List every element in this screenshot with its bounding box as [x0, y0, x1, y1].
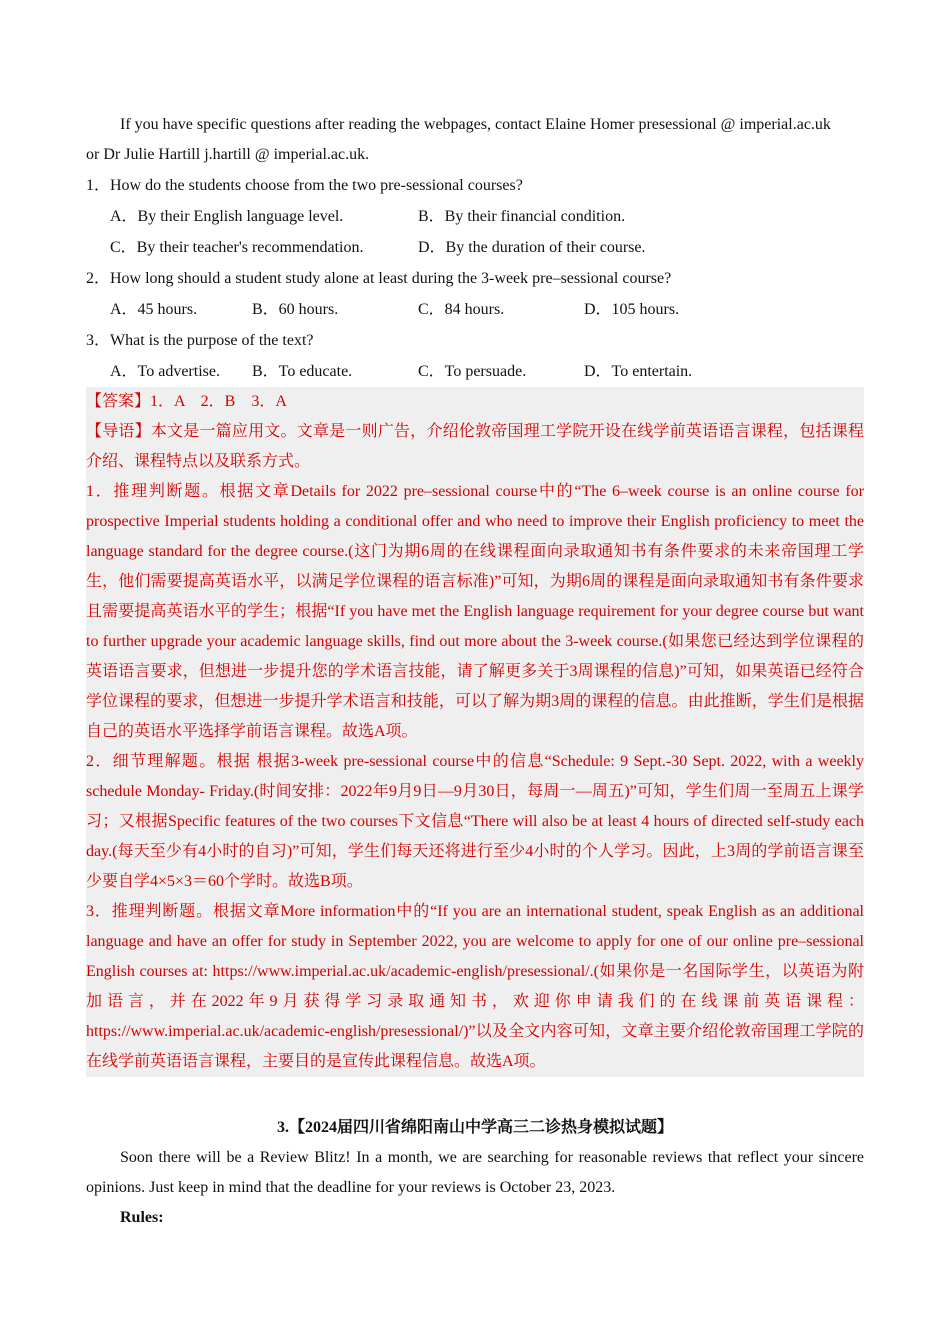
question-1-option-a: A．By their English language level. [110, 208, 344, 225]
question-2-option-c: C．84 hours. [418, 301, 505, 318]
question-2-option-b: B．60 hours. [252, 301, 339, 318]
question-2-option-a: A．45 hours. [110, 301, 198, 318]
answer-guide: 【导语】本文是一篇应用文。文章是一则广告，介绍伦敦帝国理工学院开设在线学前英语语言课程，包括课程介绍、课程特点以及联系方式。 [86, 423, 864, 470]
explanation-3: 3．推理判断题。根据文章More information中的“If you are an international student, speak English as an additional language and have an offer for study in September 2022, you are welcome to apply for one of our online pre–sessional English courses at: https://www.imperial.ac.uk/academic-english/presessional/.(如果你是一名国际学生，以英语为附加语言，并在2022年9月获得学习录取通知书，欢迎你申请我们的在线课前英语课程：https://www.imperial.ac.uk/academic-english/presessional/)”以及全文内容可知，文章主要介绍伦敦帝国理工学院的在线学前英语语言课程，主要目的是宣传此课程信息。故选A项。 [86, 903, 864, 1070]
question-3-options [86, 356, 864, 387]
question-1-options-row-2 [86, 232, 864, 263]
question-1-option-b: B．By their financial condition. [418, 208, 626, 225]
section-3-title: 3.【2024届四川省绵阳南山中学高三二诊热身模拟试题】 [276, 1119, 673, 1136]
question-3-option-b: B．To educate. [252, 363, 353, 380]
document-page [86, 110, 864, 1233]
question-3-stem: 3．What is the purpose of the text? [86, 332, 314, 349]
question-3-option-c: C．To persuade. [418, 363, 527, 380]
question-1-stem: 1．How do the students choose from the two pre-sessional courses? [86, 177, 523, 194]
question-3-option-d: D．To entertain. [584, 363, 693, 380]
question-2-options [86, 294, 864, 325]
intro-line-2: or Dr Julie Hartill j.hartill @ imperial.ac.uk. [86, 146, 370, 163]
question-2-option-d: D．105 hours. [584, 301, 680, 318]
question-1-option-d: D．By the duration of their course. [418, 239, 646, 256]
answer-explanation-block [86, 387, 864, 1077]
question-1-options-row-1 [86, 201, 864, 232]
question-2-stem: 2．How long should a student study alone at least during the 3-week pre–sessional course? [86, 270, 672, 287]
question-1-option-c: C．By their teacher's recommendation. [110, 239, 364, 256]
explanation-2: 2．细节理解题。根据 根据3-week pre-sessional course中的信息“Schedule: 9 Sept.-30 Sept. 2022, with a weekly schedule Monday- Friday.(时间安排：2022年9月9日—9月30日，每周一—周五)”可知，学生们周一至周五上课学习；又根据Specific features of the two courses下文信息“There will also be at least 4 hours of directed self-study each day.(每天至少有4小时的自习)”可知，学生们每天还将进行至少4小时的个人学习。因此，上3周的学前语言课至少要自学4×5×3＝60个学时。故选B项。 [86, 753, 864, 890]
question-3-option-a: A．To advertise. [110, 363, 220, 380]
answer-key: 【答案】1．A 2．B 3．A [86, 393, 287, 410]
rules-label: Rules: [120, 1209, 164, 1226]
explanation-1: 1．推理判断题。根据文章Details for 2022 pre–sessional course中的“The 6–week course is an online course for prospective Imperial students holding a conditional offer and who need to improve their English proficiency to meet the language standard for the degree course.(这门为期6周的在线课程面向录取通知书有条件要求的未来帝国理工学生，他们需要提高英语水平，以满足学位课程的语言标准)”可知，为期6周的课程是面向录取通知书有条件要求且需要提高英语水平的学生；根据“If you have met the English language requirement for your degree course but want to further upgrade your academic language skills, find out more about the 3-week course.(如果您已经达到学位课程的英语语言要求，但想进一步提升您的学术语言技能，请了解更多关于3周课程的信息)”可知，如果英语已经符合学位课程的要求，但想进一步提升学术语言和技能，可以了解为期3周的课程的信息。由此推断，学生们是根据自己的英语水平选择学前语言课程。故选A项。 [86, 483, 864, 740]
section-3-paragraph: Soon there will be a Review Blitz! In a month, we are searching for reasonable reviews that reflect your sincere opinions. Just keep in mind that the deadline for your reviews is October 23, 2023. [86, 1149, 864, 1196]
intro-line-1: If you have specific questions after reading the webpages, contact Elaine Homer presessional @ imperial.ac.uk [120, 116, 831, 133]
